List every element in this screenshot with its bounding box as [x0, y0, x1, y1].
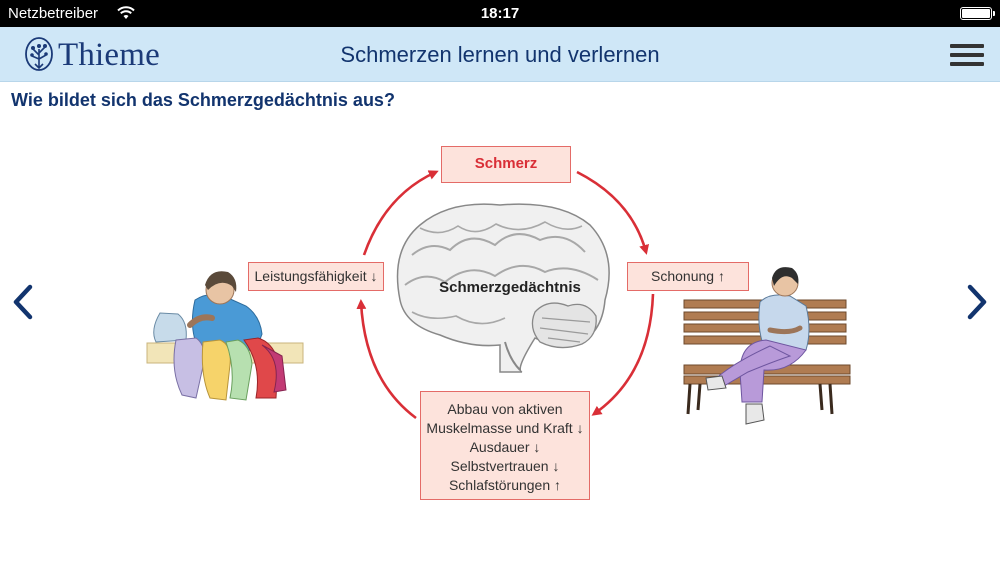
app-title: Schmerzen lernen und verlernen	[340, 42, 660, 67]
leistungsfaehigkeit-box: Leistungsfähigkeit ↓	[248, 262, 384, 291]
abbau-line: Ausdauer ↓	[469, 439, 541, 455]
abbau-line: Abbau von aktiven	[447, 401, 563, 417]
schmerz-box: Schmerz	[441, 146, 571, 183]
abbau-line: Selbstvertrauen ↓	[450, 458, 560, 474]
carrier-name: Netzbetreiber	[8, 5, 99, 22]
logo-wordmark: Thieme	[58, 36, 160, 73]
abbau-box	[420, 391, 590, 500]
arrow-abbau-to-leistung	[361, 302, 416, 418]
abbau-line: Schlafstörungen ↑	[448, 477, 562, 493]
page-question: Wie bildet sich das Schmerzgedächtnis aus?	[11, 90, 395, 110]
schonung-box: Schonung ↑	[627, 262, 749, 291]
abbau-line: Muskelmasse und Kraft ↓	[426, 420, 584, 436]
schmerzgedaechtnis-label: Schmerzgedächtnis	[439, 279, 581, 296]
status-time: 18:17	[480, 5, 520, 22]
